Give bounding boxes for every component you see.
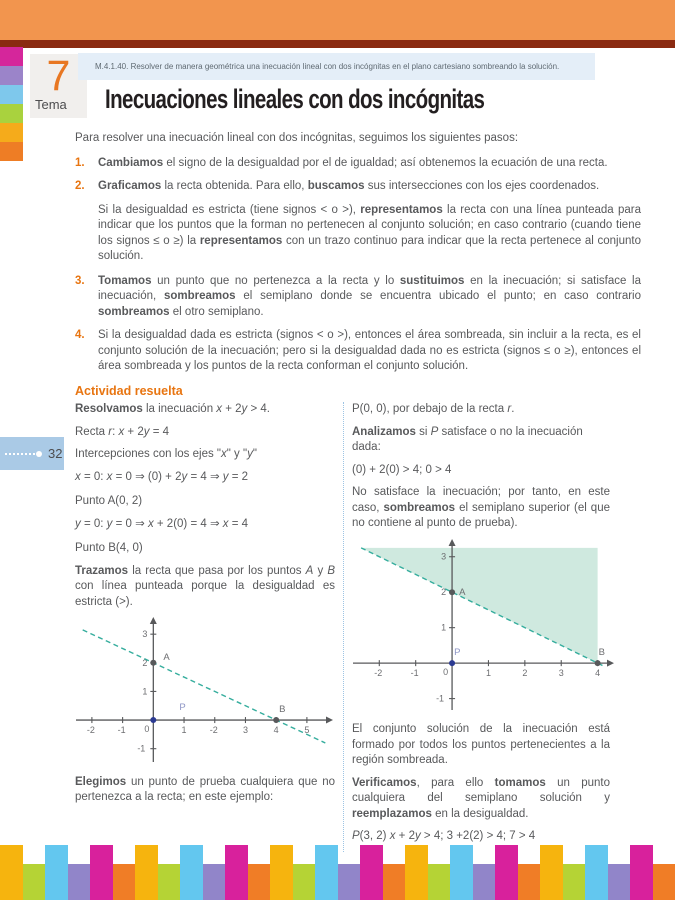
footer-bar [473, 864, 496, 900]
footer-bar [540, 845, 563, 900]
svg-text:3: 3 [242, 725, 248, 736]
svg-text:2: 2 [441, 586, 447, 597]
footer-stripes [0, 845, 675, 900]
footer-bar [360, 845, 383, 900]
svg-text:-1: -1 [137, 743, 146, 754]
svg-text:4: 4 [273, 725, 279, 736]
cartesian-plot-shaded-region [352, 539, 614, 711]
verification-line: P(3, 2) x + 2y > 4; 3 +2(2) > 4; 7 > 4 [352, 830, 536, 842]
page-number: 32 [48, 446, 63, 461]
paragraph: Recta r: x + 2y = 4 [75, 425, 170, 438]
svg-text:-2: -2 [374, 667, 383, 678]
paragraph: Verificamos, para ello tomamos un punto cualquiera del semiplano solución y reemplazamos en la desigualdad. [352, 776, 610, 820]
footer-bar [225, 845, 248, 900]
page-title: Inecuaciones lineales con dos incógnitas [105, 84, 485, 114]
step-number: 2. [75, 180, 85, 192]
svg-text:B: B [598, 646, 605, 658]
footer-bar [113, 864, 136, 900]
svg-text:A: A [459, 586, 466, 598]
svg-text:-1: -1 [117, 725, 126, 736]
svg-text:1: 1 [441, 622, 447, 633]
footer-bar [23, 864, 46, 900]
footer-bar [68, 864, 91, 900]
svg-text:B: B [279, 704, 286, 716]
footer-bar [270, 845, 293, 900]
svg-text:-1: -1 [436, 693, 445, 704]
steps-section [75, 131, 641, 383]
paragraph: Intercepciones con los ejes "x" y "y" [75, 448, 257, 460]
svg-text:P: P [454, 646, 461, 658]
svg-text:1: 1 [181, 725, 187, 736]
tema-color-strip [0, 47, 23, 161]
paragraph: Elegimos un punto de prueba cualquiera que no pertenezca a la recta; en este ejemplo: [75, 775, 335, 803]
footer-bar [293, 864, 316, 900]
step-text: Tomamos un punto que no pertenezca a la recta y lo sustituimos en la inecuación; si satisface la inecuación, sombreamos el semiplano donde se encuentra ubicado el punto; en caso contrario sombreamos el otro semiplano. [98, 274, 642, 318]
footer-bar [450, 845, 473, 900]
svg-text:2: 2 [142, 657, 148, 668]
footer-bar [0, 845, 23, 900]
tema-number: 7 [46, 52, 71, 100]
maroon-rule [0, 40, 675, 48]
activity-heading: Actividad resuelta [75, 384, 183, 398]
color-square [0, 104, 23, 123]
svg-text:-2: -2 [209, 725, 218, 736]
paragraph: Resolvamos la inecuación x + 2y > 4. [75, 403, 270, 415]
svg-text:3: 3 [558, 667, 564, 678]
paragraph: Trazamos la recta que pasa por los puntos A y B con línea punteada porque la desigualdad es estricta (>). [75, 564, 336, 608]
color-square [0, 85, 23, 104]
curriculum-standard-banner: M.4.1.40. Resolver de manera geométrica una inecuación lineal con dos incógnitas en el plano cartesiano sombreando la solución. [78, 53, 595, 80]
footer-bar [135, 845, 158, 900]
page-number-tab [0, 437, 64, 470]
svg-text:3: 3 [441, 551, 447, 562]
activity-left-column [75, 402, 335, 852]
intro-paragraph: Para resolver una inecuación lineal con dos incógnitas, seguimos los siguientes pasos: [75, 132, 519, 144]
color-square [0, 123, 23, 142]
footer-bar [203, 864, 226, 900]
svg-text:3: 3 [142, 629, 148, 640]
graph-unshaded-line [75, 617, 335, 769]
svg-text:-2: -2 [86, 725, 95, 736]
step-2-note: Si la desigualdad es estricta (tiene signos < o >), representamos la recta con una línea punteada para indicar que los puntos que la forman no pertenecen al conjunto solución; en caso contrario (cuando tiene los signos ≤ o ≥) la representamos con un trazo continuo para indicar que la recta pertenece al conjunto solución. [98, 203, 641, 262]
svg-text:1: 1 [142, 686, 148, 697]
step-number: 1. [75, 156, 85, 169]
svg-text:-1: -1 [410, 667, 419, 678]
paragraph: Punto B(4, 0) [75, 542, 143, 554]
paragraph: Analizamos si P satisface o no la inecuación dada: [352, 425, 583, 453]
math-line: x = 0: x = 0 ⇒ (0) + 2y = 4 ⇒ y = 2 [75, 470, 249, 483]
footer-bar [428, 864, 451, 900]
step-3 [75, 274, 641, 321]
svg-text:5: 5 [304, 725, 310, 736]
activity-right-column [352, 402, 610, 852]
color-square [0, 47, 23, 66]
footer-bar [518, 864, 541, 900]
paragraph: P(0, 0), por debajo de la recta r. [352, 403, 515, 415]
graph-shaded-solution [352, 539, 610, 717]
svg-text:4: 4 [595, 667, 601, 678]
step-text: Graficamos la recta obtenida. Para ello, buscamos sus intersecciones con los ejes coordenados. [98, 180, 600, 192]
svg-text:2: 2 [522, 667, 528, 678]
step-number: 4. [75, 329, 85, 341]
color-square [0, 66, 23, 85]
svg-text:0: 0 [443, 666, 449, 677]
footer-bar [563, 864, 586, 900]
step-4 [75, 328, 641, 375]
footer-bar [90, 845, 113, 900]
dotted-leader [5, 453, 35, 455]
activity-columns [75, 402, 612, 852]
step-2 [75, 179, 641, 195]
footer-bar [45, 845, 68, 900]
color-square [0, 142, 23, 161]
leader-dot [36, 451, 42, 457]
step-text: Si la desigualdad dada es estricta (signos < o >), entonces el área sombreada, sin incluir a la recta, es el conjunto solución de la inecuación; pero si la desigualdad dada no es estricta (signos ≤ o ≥), entonces el área sombreada y los puntos de la recta conforman el conjunto solución. [98, 329, 641, 372]
paragraph: El conjunto solución de la inecuación está formado por todos los puntos pertenecientes a la región sombreada. [352, 723, 610, 766]
svg-text:P: P [179, 702, 186, 714]
cartesian-plot-dashed-line [75, 617, 333, 763]
footer-bar [315, 845, 338, 900]
math-line: y = 0: y = 0 ⇒ x + 2(0) = 4 ⇒ x = 4 [75, 517, 249, 530]
footer-bar [585, 845, 608, 900]
footer-bar [383, 864, 406, 900]
footer-bar [653, 864, 675, 900]
footer-bar [338, 864, 361, 900]
footer-bar [180, 845, 203, 900]
top-orange-band [0, 0, 675, 40]
footer-bar [630, 845, 653, 900]
svg-text:1: 1 [485, 667, 491, 678]
paragraph: Punto A(0, 2) [75, 495, 143, 507]
footer-bar [608, 864, 631, 900]
footer-bar [158, 864, 181, 900]
step-1 [75, 156, 641, 172]
step-number: 3. [75, 274, 85, 287]
svg-text:A: A [163, 651, 170, 663]
paragraph: No satisface la inecuación; por tanto, en este caso, sombreamos el semiplano superior (el que no contiene al punto de prueba). [352, 486, 610, 529]
footer-bar [248, 864, 271, 900]
footer-bar [405, 845, 428, 900]
footer-bar [495, 845, 518, 900]
paragraph: (0) + 2(0) > 4; 0 > 4 [352, 463, 452, 476]
tema-label: Tema [35, 97, 67, 112]
column-divider [343, 402, 344, 852]
svg-text:0: 0 [144, 724, 150, 735]
step-text: Cambiamos el signo de la desigualdad por el de igualdad; así obtenemos la ecuación de una recta. [98, 156, 608, 169]
